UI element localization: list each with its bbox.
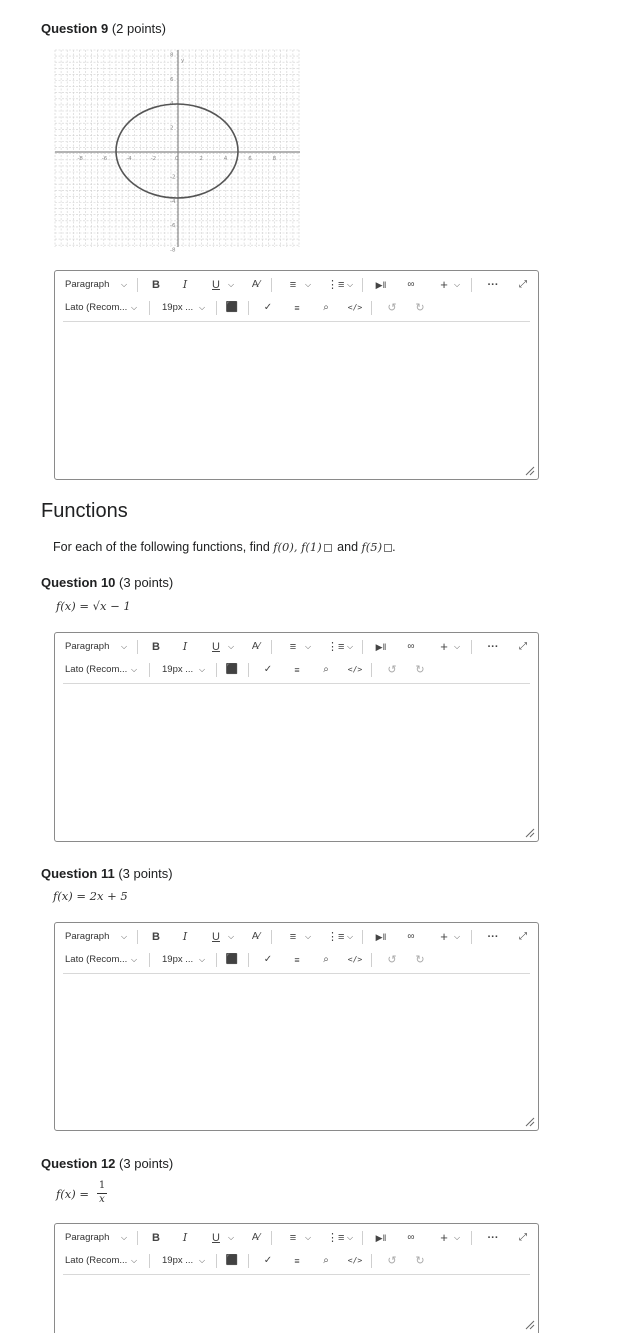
toolbar-row-2	[55, 298, 538, 318]
bold-button[interactable]: B	[152, 1232, 160, 1244]
chevron-down-icon[interactable]: ⌵	[454, 1233, 461, 1242]
redo-icon[interactable]: ↻	[415, 664, 425, 676]
bold-button[interactable]: B	[152, 279, 160, 291]
toolbar-divider	[63, 973, 530, 974]
text-color-icon[interactable]: A⁄	[251, 279, 261, 290]
more-button[interactable]: ···	[487, 931, 499, 943]
q12-lhs: f(x) =	[56, 1187, 90, 1201]
bullet-list-icon[interactable]: ⋮≡	[327, 279, 345, 291]
format-painter-icon[interactable]: ⬛	[225, 302, 239, 313]
divider	[362, 930, 363, 944]
insert-media-icon[interactable]: ▶‖	[375, 642, 387, 652]
accessibility-check-icon[interactable]: ✓	[263, 954, 273, 965]
divider	[248, 301, 249, 315]
divider	[471, 278, 472, 292]
resize-handle-icon[interactable]	[525, 1117, 535, 1127]
underline-button[interactable]: U	[212, 1232, 220, 1244]
more-button[interactable]: ···	[487, 1232, 499, 1244]
toolbar-divider	[63, 683, 530, 684]
more-button[interactable]: ···	[487, 641, 499, 653]
y-tick-label: 6	[170, 76, 174, 83]
chevron-down-icon[interactable]: ⌵	[121, 280, 128, 289]
insert-button[interactable]: +	[440, 929, 448, 944]
underline-button[interactable]: U	[212, 641, 220, 653]
link-icon[interactable]: ∞	[407, 1232, 415, 1243]
chevron-down-icon[interactable]: ⌵	[305, 932, 312, 941]
redo-icon[interactable]: ↻	[415, 302, 425, 314]
q11-formula: f(x) = 2x + 5	[53, 889, 128, 903]
y-tick-label: -6	[170, 223, 176, 230]
divider	[216, 953, 217, 967]
toolbar-row-1	[55, 637, 538, 657]
chevron-down-icon[interactable]: ⌵	[121, 1233, 128, 1242]
chevron-down-icon[interactable]: ⌵	[454, 642, 461, 651]
instruction-math-1: f(0), f(1)	[273, 540, 322, 554]
underline-button[interactable]: U	[212, 279, 220, 291]
x-tick-label: -2	[150, 156, 157, 162]
format-painter-icon[interactable]: ⬛	[225, 664, 239, 675]
format-painter-icon[interactable]: ⬛	[225, 1255, 239, 1266]
accessibility-check-icon[interactable]: ✓	[263, 1255, 273, 1266]
q12-answer-editor[interactable]	[54, 1223, 539, 1333]
fullscreen-icon[interactable]: ⤢	[519, 641, 527, 652]
toolbar-row-2	[55, 950, 538, 970]
q9-heading	[41, 21, 166, 36]
q11-points: (3 points)	[118, 866, 173, 881]
y-tick-label: -2	[170, 174, 176, 181]
source-code-icon[interactable]: </>	[347, 1256, 363, 1265]
chevron-down-icon[interactable]: ⌵	[454, 932, 461, 941]
divider	[471, 1231, 472, 1245]
preview-icon[interactable]: ⌕	[323, 664, 329, 675]
x-tick-label: -4	[126, 156, 132, 162]
divider	[149, 1254, 150, 1268]
preview-icon[interactable]: ⌕	[323, 1255, 329, 1266]
italic-button[interactable]: I	[182, 278, 188, 291]
chevron-down-icon[interactable]: ⌵	[228, 642, 235, 651]
divider	[137, 278, 138, 292]
chevron-down-icon[interactable]: ⌵	[131, 665, 138, 674]
toolbar-row-1	[55, 275, 538, 295]
q12-numerator: 1	[98, 1180, 106, 1191]
align-left-icon[interactable]: ≡	[289, 931, 297, 943]
italic-button[interactable]: I	[182, 640, 188, 653]
divider	[248, 663, 249, 677]
undo-icon[interactable]: ↺	[387, 302, 397, 314]
y-tick-label: 2	[170, 125, 174, 132]
word-count-icon[interactable]: ≡	[294, 303, 300, 313]
align-left-icon[interactable]: ≡	[289, 279, 297, 291]
fullscreen-icon[interactable]: ⤢	[519, 931, 527, 942]
text-color-icon[interactable]: A⁄	[251, 1232, 261, 1243]
chevron-down-icon[interactable]: ⌵	[199, 303, 206, 312]
source-code-icon[interactable]: </>	[347, 955, 363, 964]
chevron-down-icon[interactable]: ⌵	[131, 955, 138, 964]
placeholder-box	[324, 544, 332, 552]
text-color-icon[interactable]: A⁄	[251, 931, 261, 942]
chevron-down-icon[interactable]: ⌵	[305, 1233, 312, 1242]
q12-heading	[41, 1156, 173, 1171]
q12-points: (3 points)	[119, 1156, 174, 1171]
accessibility-check-icon[interactable]: ✓	[263, 302, 273, 313]
preview-icon[interactable]: ⌕	[323, 302, 329, 313]
instruction-text: For each of the following functions, find	[53, 540, 270, 554]
font-family-select[interactable]: Lato (Recom...	[65, 302, 128, 313]
divider	[362, 278, 363, 292]
chevron-down-icon[interactable]: ⌵	[121, 642, 128, 651]
link-icon[interactable]: ∞	[407, 641, 415, 652]
toolbar-divider	[63, 1274, 530, 1275]
divider	[271, 930, 272, 944]
divider	[216, 663, 217, 677]
q10-heading	[41, 575, 173, 590]
section-title: Functions	[41, 500, 128, 522]
insert-button[interactable]: +	[440, 639, 448, 654]
format-painter-icon[interactable]: ⬛	[225, 954, 239, 965]
divider	[371, 1254, 372, 1268]
q11-heading	[41, 866, 173, 881]
align-left-icon[interactable]: ≡	[289, 641, 297, 653]
q12-denominator: x	[99, 1194, 105, 1205]
x-tick-label: 4	[223, 156, 228, 162]
divider	[216, 1254, 217, 1268]
block-format-select[interactable]: Paragraph	[65, 641, 110, 652]
underline-button[interactable]: U	[212, 931, 220, 943]
text-color-icon[interactable]: A⁄	[251, 641, 261, 652]
redo-icon[interactable]: ↻	[415, 954, 425, 966]
divider	[271, 1231, 272, 1245]
x-tick-label: 6	[248, 156, 252, 162]
resize-handle-icon[interactable]	[525, 1320, 535, 1330]
chevron-down-icon[interactable]: ⌵	[454, 280, 461, 289]
placeholder-box	[384, 544, 392, 552]
chevron-down-icon[interactable]: ⌵	[347, 932, 354, 941]
divider	[471, 640, 472, 654]
insert-media-icon[interactable]: ▶‖	[375, 280, 387, 290]
source-code-icon[interactable]: </>	[347, 665, 363, 674]
word-count-icon[interactable]: ≡	[294, 665, 300, 675]
q12-title: Question 12	[41, 1156, 116, 1171]
fullscreen-icon[interactable]: ⤢	[519, 279, 527, 290]
divider	[248, 953, 249, 967]
word-count-icon[interactable]: ≡	[294, 1256, 300, 1266]
block-format-select[interactable]: Paragraph	[65, 1232, 110, 1243]
chevron-down-icon[interactable]: ⌵	[347, 280, 354, 289]
link-icon[interactable]: ∞	[407, 931, 415, 942]
divider	[137, 640, 138, 654]
divider	[271, 278, 272, 292]
word-count-icon[interactable]: ≡	[294, 955, 300, 965]
y-tick-label: -8	[170, 247, 176, 254]
font-size-select[interactable]: 19px ...	[162, 664, 194, 675]
divider	[471, 930, 472, 944]
y-axis-letter: y	[181, 58, 185, 64]
preview-icon[interactable]: ⌕	[323, 954, 329, 965]
divider	[248, 1254, 249, 1268]
chevron-down-icon[interactable]: ⌵	[121, 932, 128, 941]
x-tick-label: 2	[199, 156, 203, 162]
source-code-icon[interactable]: </>	[347, 303, 363, 312]
font-size-select[interactable]: 19px ...	[162, 1255, 194, 1266]
chevron-down-icon[interactable]: ⌵	[305, 642, 312, 651]
fullscreen-icon[interactable]: ⤢	[519, 1232, 527, 1243]
ellipse-graph	[55, 50, 300, 254]
block-format-select[interactable]: Paragraph	[65, 279, 110, 290]
toolbar-row-1	[55, 927, 538, 947]
redo-icon[interactable]: ↻	[415, 1255, 425, 1267]
bullet-list-icon[interactable]: ⋮≡	[327, 641, 345, 653]
q9-title: Question 9	[41, 21, 109, 36]
chevron-down-icon[interactable]: ⌵	[199, 955, 206, 964]
divider	[137, 930, 138, 944]
instruction-math-2: f(5)	[361, 540, 383, 554]
q10-answer-editor[interactable]	[54, 632, 539, 842]
q10-formula	[56, 599, 131, 613]
bold-button[interactable]: B	[152, 931, 160, 943]
insert-media-icon[interactable]: ▶‖	[375, 1233, 387, 1243]
y-tick-label: -4	[170, 198, 176, 205]
divider	[149, 953, 150, 967]
undo-icon[interactable]: ↺	[387, 1255, 397, 1267]
chevron-down-icon[interactable]: ⌵	[305, 280, 312, 289]
chevron-down-icon[interactable]: ⌵	[228, 280, 235, 289]
undo-icon[interactable]: ↺	[387, 954, 397, 966]
chevron-down-icon[interactable]: ⌵	[347, 642, 354, 651]
chevron-down-icon[interactable]: ⌵	[131, 303, 138, 312]
more-button[interactable]: ···	[487, 279, 499, 291]
q10-points: (3 points)	[119, 575, 174, 590]
divider	[137, 1231, 138, 1245]
undo-icon[interactable]: ↺	[387, 664, 397, 676]
insert-button[interactable]: +	[440, 277, 448, 292]
font-family-select[interactable]: Lato (Recom...	[65, 664, 128, 675]
section-instruction: For each of the following functions, find f(0), f(1) and f(5) .	[53, 540, 396, 554]
italic-button[interactable]: I	[182, 930, 188, 943]
x-tick-label: 8	[272, 156, 277, 162]
y-tick-label: 4	[170, 101, 174, 108]
italic-button[interactable]: I	[182, 1231, 188, 1244]
chevron-down-icon[interactable]: ⌵	[199, 1256, 206, 1265]
divider	[362, 640, 363, 654]
resize-handle-icon[interactable]	[525, 828, 535, 838]
q11-answer-editor[interactable]	[54, 922, 539, 1131]
insert-media-icon[interactable]: ▶‖	[375, 932, 387, 942]
chevron-down-icon[interactable]: ⌵	[228, 1233, 235, 1242]
y-tick-label: 8	[170, 52, 174, 59]
q9-answer-editor[interactable]	[54, 270, 539, 480]
chevron-down-icon[interactable]: ⌵	[347, 1233, 354, 1242]
link-icon[interactable]: ∞	[407, 279, 415, 290]
toolbar-divider	[63, 321, 530, 322]
divider	[216, 301, 217, 315]
chevron-down-icon[interactable]: ⌵	[199, 665, 206, 674]
divider	[371, 301, 372, 315]
divider	[149, 663, 150, 677]
chevron-down-icon[interactable]: ⌵	[228, 932, 235, 941]
divider	[371, 953, 372, 967]
bullet-list-icon[interactable]: ⋮≡	[327, 931, 345, 943]
block-format-select[interactable]: Paragraph	[65, 931, 110, 942]
insert-button[interactable]: +	[440, 1230, 448, 1245]
instruction-and: and	[337, 540, 359, 554]
toolbar-row-1	[55, 1228, 538, 1248]
font-size-select[interactable]: 19px ...	[162, 302, 194, 313]
font-size-select[interactable]: 19px ...	[162, 954, 194, 965]
q10-formula-text: f(x) = √x − 1	[56, 599, 131, 613]
divider	[149, 301, 150, 315]
x-tick-label: -8	[77, 156, 83, 162]
q11-title: Question 11	[41, 866, 115, 881]
q9-points: (2 points)	[111, 21, 167, 36]
divider	[271, 640, 272, 654]
font-family-select[interactable]: Lato (Recom...	[65, 1255, 128, 1266]
x-tick-label: -6	[101, 156, 108, 162]
q10-title: Question 10	[41, 575, 116, 590]
accessibility-check-icon[interactable]: ✓	[263, 664, 273, 675]
bold-button[interactable]: B	[152, 641, 160, 653]
toolbar-row-2	[55, 1251, 538, 1271]
toolbar-row-2	[55, 660, 538, 680]
align-left-icon[interactable]: ≡	[289, 1232, 297, 1244]
divider	[362, 1231, 363, 1245]
chevron-down-icon[interactable]: ⌵	[131, 1256, 138, 1265]
font-family-select[interactable]: Lato (Recom...	[65, 954, 128, 965]
divider	[371, 663, 372, 677]
x-tick-label: 0	[175, 156, 179, 162]
resize-handle-icon[interactable]	[525, 466, 535, 476]
bullet-list-icon[interactable]: ⋮≡	[327, 1232, 345, 1244]
